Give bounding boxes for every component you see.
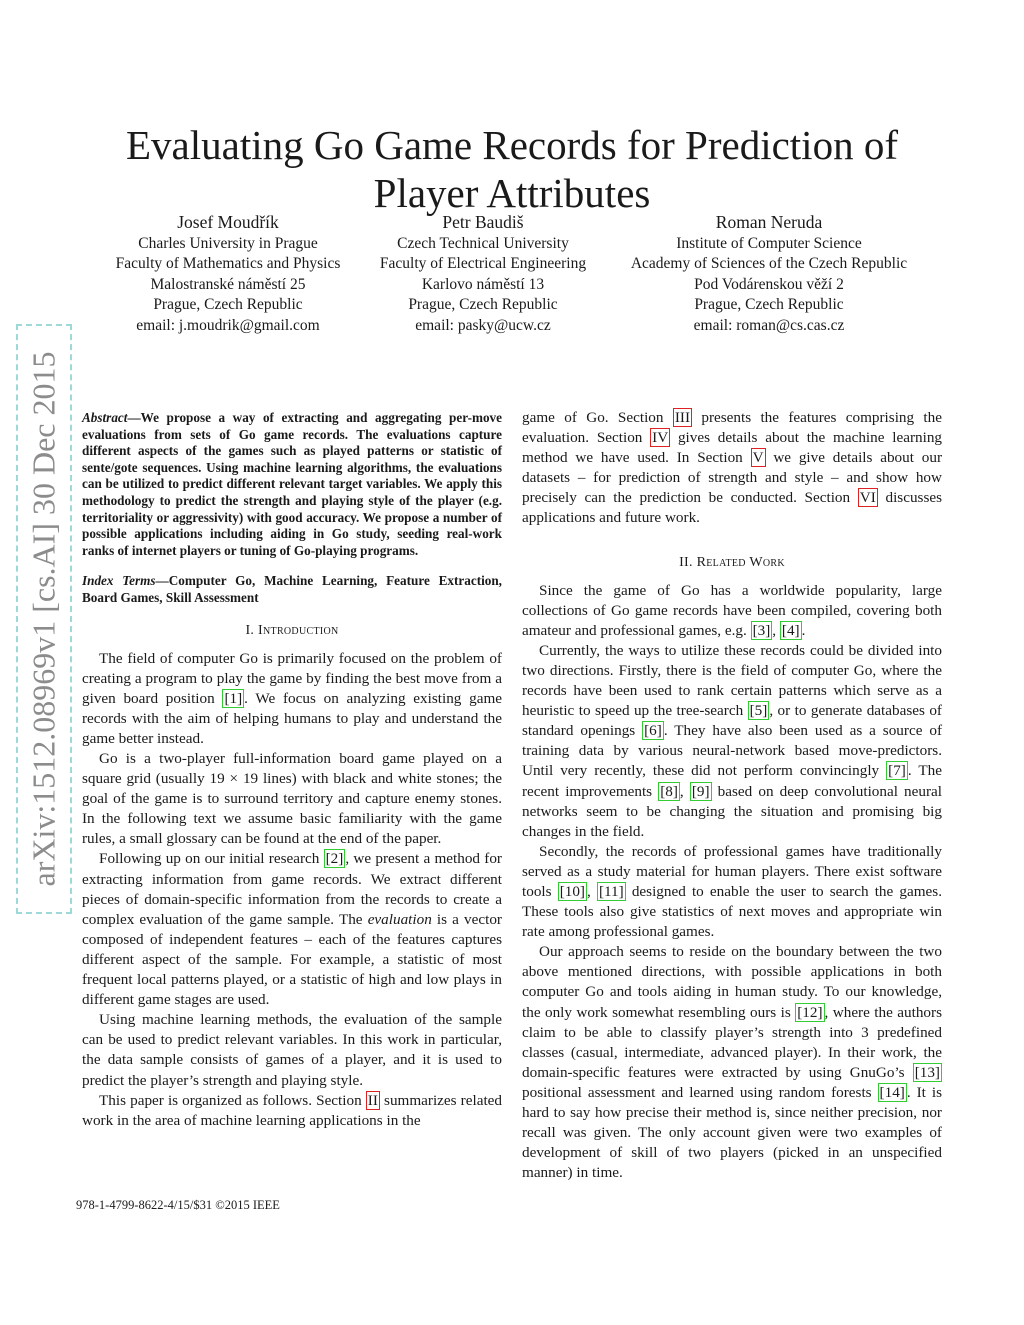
text-run: we give details about our datasets – for prediction of strength and style – and show how precisely can the prediction be conducted. Section	[522, 449, 942, 507]
author-name: Roman Neruda	[715, 212, 823, 232]
section-number: I.	[245, 622, 255, 638]
text-run: presents the features comprising the evaluation. Section	[522, 409, 942, 447]
author-city: Prague, Czech Republic	[694, 296, 844, 314]
paragraph: Using machine learning methods, the evaluation of the sample can be used to predict relevant variables. In this work in particular, the data sample consists of games of a player, and it is used to predict the player’s strength and playing style.	[82, 1011, 502, 1089]
author-city: Prague, Czech Republic	[408, 296, 558, 314]
author-city: Prague, Czech Republic	[153, 296, 303, 314]
citation-link[interactable]: [11]	[598, 882, 624, 900]
arxiv-identifier: arXiv:1512.08969v1 [cs.AI] 30 Dec 2015	[25, 351, 62, 887]
citation-link[interactable]: [13]	[914, 1063, 940, 1081]
text-run: . We focus on analyzing existing game records with the aim of helping humans to play and understand the game better instead.	[82, 689, 503, 747]
citation-link[interactable]: [3]	[752, 621, 771, 639]
text-run: . They have also been used as a source of training data by various neural-network based move-predictors. Until very recently, these did not perform convincingly	[522, 722, 942, 780]
author-email: email: pasky@ucw.cz	[415, 316, 551, 334]
citation-link[interactable]: [4]	[781, 621, 800, 639]
section-link[interactable]: V	[752, 449, 764, 467]
author-block	[606, 212, 932, 337]
citation-link[interactable]: [6]	[644, 722, 662, 740]
index-terms-text: —Computer Go, Machine Learning, Feature Extraction, Board Games, Skill Assessment	[82, 573, 502, 605]
paragraph	[522, 942, 942, 1183]
text-run: Since the game of Go has a worldwide popularity, large collections of Go game records have been compiled, covering both amateur and professional games, e.g.	[522, 581, 942, 639]
citation-link[interactable]: [12]	[797, 1003, 823, 1021]
paragraph	[82, 849, 502, 1010]
paragraph	[522, 842, 942, 942]
emphasis: evaluation	[367, 910, 432, 928]
author-name: Josef Moudřík	[177, 212, 279, 232]
section-title: Introduction	[258, 622, 339, 638]
author-email: email: roman@cs.cas.cz	[693, 316, 845, 334]
right-column	[522, 408, 942, 1183]
text-run: ,	[772, 621, 780, 639]
text-run: discusses applications and future work.	[522, 489, 943, 527]
citation-link[interactable]: [5]	[749, 702, 768, 720]
citation-link[interactable]: [1]	[224, 689, 243, 707]
citation-link[interactable]: [2]	[325, 850, 344, 868]
author-address: Malostranské náměstí 25	[150, 275, 306, 293]
section-link[interactable]: II	[367, 1091, 378, 1109]
text-run: , or to generate databases of standard openings	[522, 702, 942, 740]
citation-link[interactable]: [9]	[691, 782, 710, 800]
abstract	[82, 410, 502, 559]
text-run: Our approach seems to reside on the boundary between the two above mentioned directions, with possible applications in both computer Go and tools aiding in human study. To our knowledge, the only work somewhat resembling ours is	[522, 943, 942, 1021]
author-affiliation: Faculty of Mathematics and Physics	[115, 255, 341, 273]
index-terms	[82, 573, 502, 606]
author-block	[96, 212, 360, 337]
section-link[interactable]: III	[674, 409, 691, 426]
left-column	[82, 408, 502, 1131]
text-run: The field of computer Go is primarily focused on the problem of creating a program to play the game by finding the best move from a given board position	[82, 649, 502, 707]
copyright-footer: 978-1-4799-8622-4/15/$31 ©2015 IEEE	[76, 1198, 280, 1212]
section-link[interactable]: IV	[652, 429, 669, 447]
text-run: . The recent improvements	[522, 762, 942, 800]
text-run: ,	[679, 782, 690, 800]
author-affiliation: Faculty of Electrical Engineering	[379, 255, 587, 273]
section-heading-related-work	[522, 553, 942, 573]
text-run: based on deep convolutional neural networks seem to be changing the situation and promising big changes in the field.	[522, 782, 942, 840]
abstract-label: Abstract	[82, 410, 128, 425]
text-run: positional assessment and learned using random forests	[522, 1083, 878, 1101]
author-affiliation: Institute of Computer Science	[676, 234, 862, 252]
author-affiliation: Academy of Sciences of the Czech Republic	[630, 255, 908, 273]
author-affiliation: Czech Technical University	[397, 234, 569, 252]
paragraph	[522, 641, 942, 842]
section-title: Related Work	[696, 554, 785, 570]
paper-title: Evaluating Go Game Records for Prediction of Player Attributes	[126, 122, 898, 217]
author-block	[362, 212, 604, 337]
author-address: Karlovo náměstí 13	[421, 275, 545, 293]
citation-link[interactable]: [10]	[559, 882, 585, 900]
text-run: , we present a method for extracting information from game records. We extract different pieces of domain-specific information from the records to create a complex evaluation of the game sample. The	[82, 850, 502, 928]
abstract-text: —We propose a way of extracting and aggregating per-move evaluations from sets of Go game records. The evaluations capture different aspects of the games such as played patterns or statistic of sente/gote sequences. Using machine learning algorithms, the evaluations can be utilized to predict different relevant target variables. We apply this methodology to predict the strength and playing style of the player (e.g. territoriality or aggressivity) with good accuracy. We propose a number of possible applications including aiding in Go study, seeding real-work ranks of internet players or tuning of Go-playing programs.	[82, 410, 502, 558]
paragraph	[82, 1091, 502, 1131]
section-heading-introduction	[82, 621, 502, 641]
arxiv-identifier-box	[16, 324, 72, 914]
text-run: This paper is organized as follows. Section	[99, 1091, 366, 1109]
citation-link[interactable]: [14]	[879, 1083, 905, 1101]
text-run: designed to enable the user to search the games. These tools also give statistics of next moves and appropriate win rate among professional games.	[522, 882, 942, 941]
author-address: Pod Vodárenskou věží 2	[694, 275, 844, 293]
text-run: Following up on our initial research	[99, 850, 324, 868]
text-run: Secondly, the records of professional games have traditionally served as a study material for human players. There exist software tools	[522, 842, 942, 900]
paragraph	[82, 649, 502, 749]
citation-link[interactable]: [8]	[660, 782, 678, 800]
paragraph	[522, 581, 942, 641]
text-run: game of Go. Section	[522, 409, 673, 426]
author-affiliation: Charles University in Prague	[138, 234, 318, 252]
index-terms-label: Index Terms	[82, 573, 156, 589]
text-run: .	[801, 621, 806, 639]
text-run: ,	[587, 882, 597, 900]
paragraph	[522, 408, 942, 529]
section-number: II.	[679, 554, 693, 570]
section-link[interactable]: VI	[859, 489, 876, 507]
author-name: Petr Baudiš	[442, 212, 524, 232]
paragraph: Go is a two-player full-information board game played on a square grid (usually 19 × 19 lines) with black and white stones; the goal of the game is to surround territory and capture enemy stones. In the following text we assume basic familiarity with the game rules, a small glossary can be found at the end of the paper.	[82, 750, 502, 848]
citation-link[interactable]: [7]	[888, 762, 906, 780]
author-email: email: j.moudrik@gmail.com	[136, 316, 320, 334]
text-run: Currently, the ways to utilize these records could be divided into two directions. Firstly, there is the field of computer Go, where the records have been used to rank certain patterns which serve as a heuristic to speed up the tree-search	[522, 641, 942, 720]
text-run: gives details about the machine learning method we have used. In Section	[522, 429, 943, 467]
text-run: . It is hard to say how precise their method is, since neither precision, nor recall was given. The only account given were two examples of development of skill of two players (picked in an unspecified manner) in time.	[522, 1083, 942, 1182]
text-run: is a vector composed of independent features – each of the features captures different aspect of the sample. For example, a statistic of most frequent local patterns played, or a statistic of high and low plays in different game stages are used.	[82, 910, 502, 1009]
text-run: summarizes related work in the area of machine learning applications in the	[82, 1091, 502, 1129]
text-run: , where the authors claim to be able to classify player’s strength into 3 predefined classes (casual, intermediate, advanced player). In their work, the domain-specific features were extracted by using GnuGo’s	[522, 1003, 942, 1081]
